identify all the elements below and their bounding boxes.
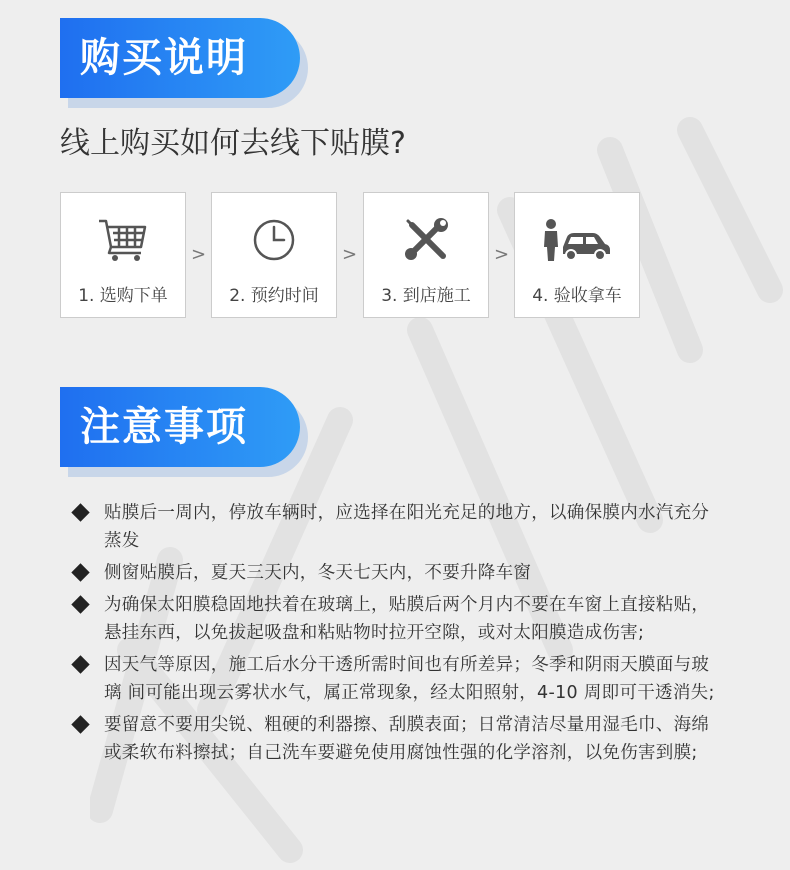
clock-icon bbox=[212, 217, 336, 263]
list-item bbox=[70, 559, 720, 587]
note-text: 侧窗贴膜后，夏天三天内，冬天七天内，不要升降车窗 bbox=[104, 563, 532, 583]
diamond-bullet-icon bbox=[71, 715, 89, 733]
list-item bbox=[70, 591, 720, 647]
list-item bbox=[70, 711, 720, 767]
header-title: 注意事项 bbox=[80, 404, 248, 450]
step-label: 2. 预约时间 bbox=[229, 286, 319, 306]
step-card-pickup bbox=[514, 192, 640, 318]
diamond-bullet-icon bbox=[71, 655, 89, 673]
note-text: 因天气等原因，施工后水分干透所需时间也有所差异；冬季和阴雨天膜面与玻璃 间可能出现云雾状水气，属正常现象，经太阳照射，4-10 周即可干透消失; bbox=[104, 655, 715, 703]
notes-header bbox=[60, 387, 300, 467]
step-label: 3. 到店施工 bbox=[381, 286, 471, 306]
page-subtitle: 线上购买如何去线下贴膜? bbox=[60, 126, 406, 161]
step-arrow: > bbox=[494, 244, 510, 265]
notes-list bbox=[70, 499, 720, 771]
note-text: 要留意不要用尖锐、粗硬的利器擦、刮膜表面；日常清洁尽量用湿毛巾、海绵或柔软布料擦拭；自己洗车要避免使用腐蚀性强的化学溶剂，以免伤害到膜; bbox=[104, 715, 710, 763]
step-card-schedule bbox=[211, 192, 337, 318]
step-arrow: > bbox=[342, 244, 358, 265]
step-label: 4. 验收拿车 bbox=[532, 286, 622, 306]
step-arrow: > bbox=[191, 244, 207, 265]
step-card-install bbox=[363, 192, 489, 318]
shopping-cart-icon bbox=[61, 217, 185, 263]
person-car-icon bbox=[515, 217, 639, 263]
diamond-bullet-icon bbox=[71, 563, 89, 581]
step-label: 1. 选购下单 bbox=[78, 286, 168, 306]
note-text: 为确保太阳膜稳固地扶着在玻璃上，贴膜后两个月内不要在车窗上直接粘贴，悬挂东西，以免拔起吸盘和粘贴物时拉开空隙，或对太阳膜造成伤害; bbox=[104, 595, 710, 643]
diamond-bullet-icon bbox=[71, 595, 89, 613]
list-item bbox=[70, 499, 720, 555]
diamond-bullet-icon bbox=[71, 503, 89, 521]
step-card-order bbox=[60, 192, 186, 318]
wrench-screwdriver-icon bbox=[364, 217, 488, 263]
list-item bbox=[70, 651, 720, 707]
header-title: 购买说明 bbox=[80, 35, 248, 81]
note-text: 贴膜后一周内，停放车辆时，应选择在阳光充足的地方，以确保膜内水汽充分蒸发 bbox=[104, 503, 710, 551]
purchase-instructions-header bbox=[60, 18, 300, 98]
